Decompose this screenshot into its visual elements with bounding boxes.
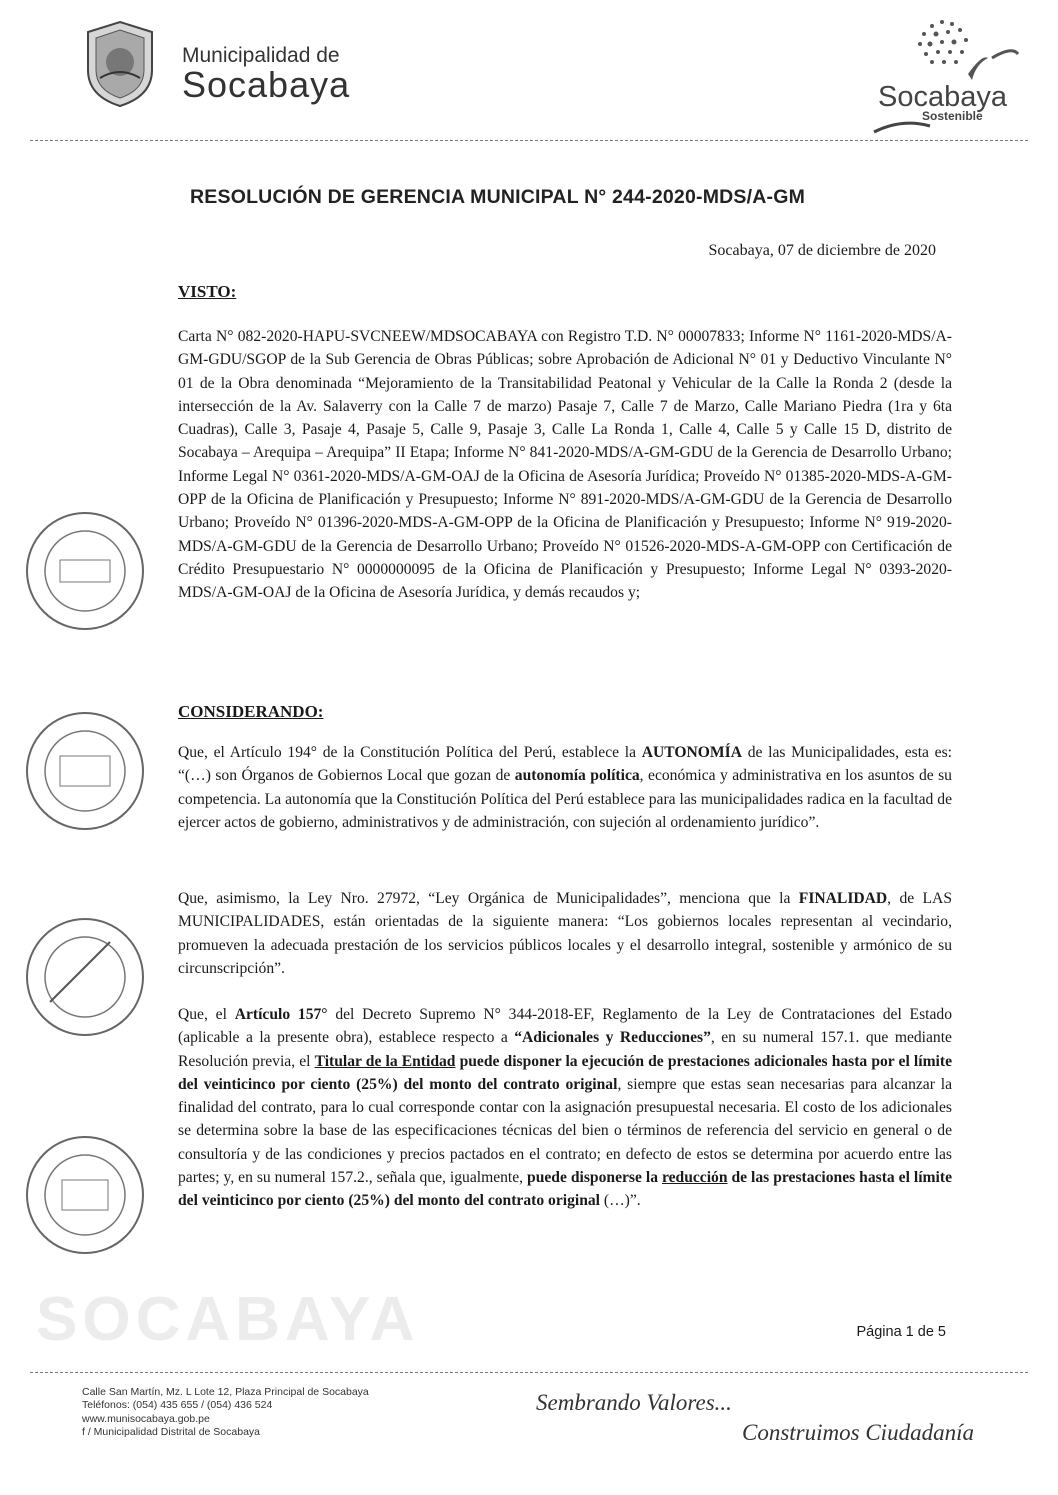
footer-contact [82, 1386, 369, 1440]
footer-phones: Teléfonos: (054) 435 655 / (054) 436 524 [82, 1399, 273, 1412]
motto-line-1: Sembrando Valores... [536, 1390, 732, 1415]
considerando-paragraph-3: Que, el Artículo 157° del Decreto Supremo N° 344-2018-EF, Reglamento de la Ley de Contrataciones del Estado (aplicable a la presente obra), establece respecto a “Adicionales y Reducciones”, en su numeral 157.1. que mediante Resolución previa, el Titular de la Entidad puede disponer la ejecución de prestaciones adicionales hasta por el límite del veinticinco por ciento (25%) del monto del contrato original, siempre que estas sean necesarias para alcanzar la finalidad del contrato, para lo cual corresponde contar con la asignación presupuestal necesaria. El costo de los adicionales se determina sobre la base de las especificaciones técnicas del bien o términos de referencia del servicio en general o de consultoría y de las condiciones y precios pactados en el contrato; en defecto de estos se determina por acuerdo entre las partes; y, en su numeral 157.2., señala que, igualmente, puede disponerse la reducción de las prestaciones hasta el límite del veinticinco por ciento (25%) del monto del contrato original (…)”. [178, 1006, 953, 1210]
footer-website: www.munisocabaya.gob.pe [82, 1412, 210, 1425]
header-divider [30, 140, 1028, 141]
logo-text: Socabaya [878, 81, 1007, 113]
resolution-title: RESOLUCIÓN DE GERENCIA MUNICIPAL N° 244-2020-MDS/A-GM [190, 186, 806, 208]
footer-facebook: f / Municipalidad Distrital de Socabaya [82, 1426, 261, 1439]
official-stamp-icon [20, 506, 150, 636]
considerando-paragraph-2: Que, asimismo, la Ley Nro. 27972, “Ley Orgánica de Municipalidades”, menciona que la FINALIDAD, de LAS MUNICIPALIDADES, están orientadas de la siguiente manera: “Los gobiernos locales representan al vecindario, promueven la adecuada prestación de los servicios públicos locales y el desarrollo integral, sostenible y armónico de su circunscripción”. [178, 890, 952, 977]
official-stamp-icon [20, 912, 150, 1042]
footer-address: Calle San Martín, Mz. L Lote 12, Plaza Principal de Socabaya [82, 1386, 369, 1398]
municipality-name-line1: Municipalidad de [182, 44, 340, 67]
socabaya-watermark: SOCABAYA [36, 1285, 420, 1354]
page-number: Página 1 de 5 [856, 1324, 946, 1340]
considerando-paragraph-1: Que, el Artículo 194° de la Constitución Política del Perú, establece la AUTONOMÍA de las Municipalidades, esta es: “(…) son Órganos de Gobiernos Local que gozan de autonomía política, económica y administrativa en los asuntos de su competencia. La autonomía que la Constitución Política del Perú establece para las municipalidades radica en la facultad de ejercer actos de gobierno, administrativos y de administración, con sujeción al ordenamiento jurídico”. [178, 744, 953, 831]
official-stamp-icon [20, 706, 150, 836]
visto-paragraph: Carta N° 082-2020-HAPU-SVCNEEW/MDSOCABAYA con Registro T.D. N° 00007833; Informe N° 1161-2020-MDS/A-GM-GDU/SGOP de la Sub Gerencia de Obras Públicas; sobre Aprobación de Adicional N° 01 y Deductivo Vinculante N° 01 de la Obra denominada “Mejoramiento de la Transitabilidad Peatonal y Vehicular de la Calle la Ronda 2 (desde la intersección de la Av. Salaverry con la Calle 7 de marzo) Pasaje 7, Calle 7 de Marzo, Calle Mariano Piedra (1ra y 6ta Cuadras), Calle 3, Pasaje 4, Pasaje 5, Calle 9, Pasaje 3, Calle La Ronda 1, Calle 4, Calle 5 y Calle 15 D, distrito de Socabaya – Arequipa – Arequipa” II Etapa; Informe N° 841-2020-MDS/A-GM-GDU de la Gerencia de Desarrollo Urbano; Informe Legal N° 0361-2020-MDS/A-GM-OAJ de la Oficina de Asesoría Jurídica; Proveído N° 01385-2020-MDS-A-GM-OPP de la Oficina de Planificación y Presupuesto; Informe N° 891-2020-MDS/A-GM-GDU de la Gerencia de Desarrollo Urbano; Proveído N° 01396-2020-MDS-A-GM-OPP de la Oficina de Planificación y Presupuesto; Informe N° 919-2020-MDS/A-GM-GDU de la Gerencia de Desarrollo Urbano; Proveído N° 01526-2020-MDS-A-GM-OPP con Certificación de Crédito Presupuestario N° 0000000095 de la Oficina de Planificación y Presupuesto; Informe Legal N° 0393-2020-MDS/A-GM-OAJ de la Oficina de Asesoría Jurídica, y demás recaudos y; [178, 328, 952, 602]
logo-subtext: Sostenible [922, 109, 983, 123]
municipal-seal-icon [80, 18, 160, 110]
official-stamp-icon [20, 1130, 150, 1260]
considerando-heading: CONSIDERANDO: [178, 702, 324, 721]
motto-line-2: Construimos Ciudadanía [742, 1420, 974, 1445]
document-date: Socabaya, 07 de diciembre de 2020 [708, 242, 936, 259]
visto-heading: VISTO: [178, 282, 237, 301]
socabaya-sostenible-logo-icon [872, 14, 1022, 134]
municipality-name-line2: Socabaya [182, 64, 351, 105]
footer-divider [30, 1372, 1028, 1373]
